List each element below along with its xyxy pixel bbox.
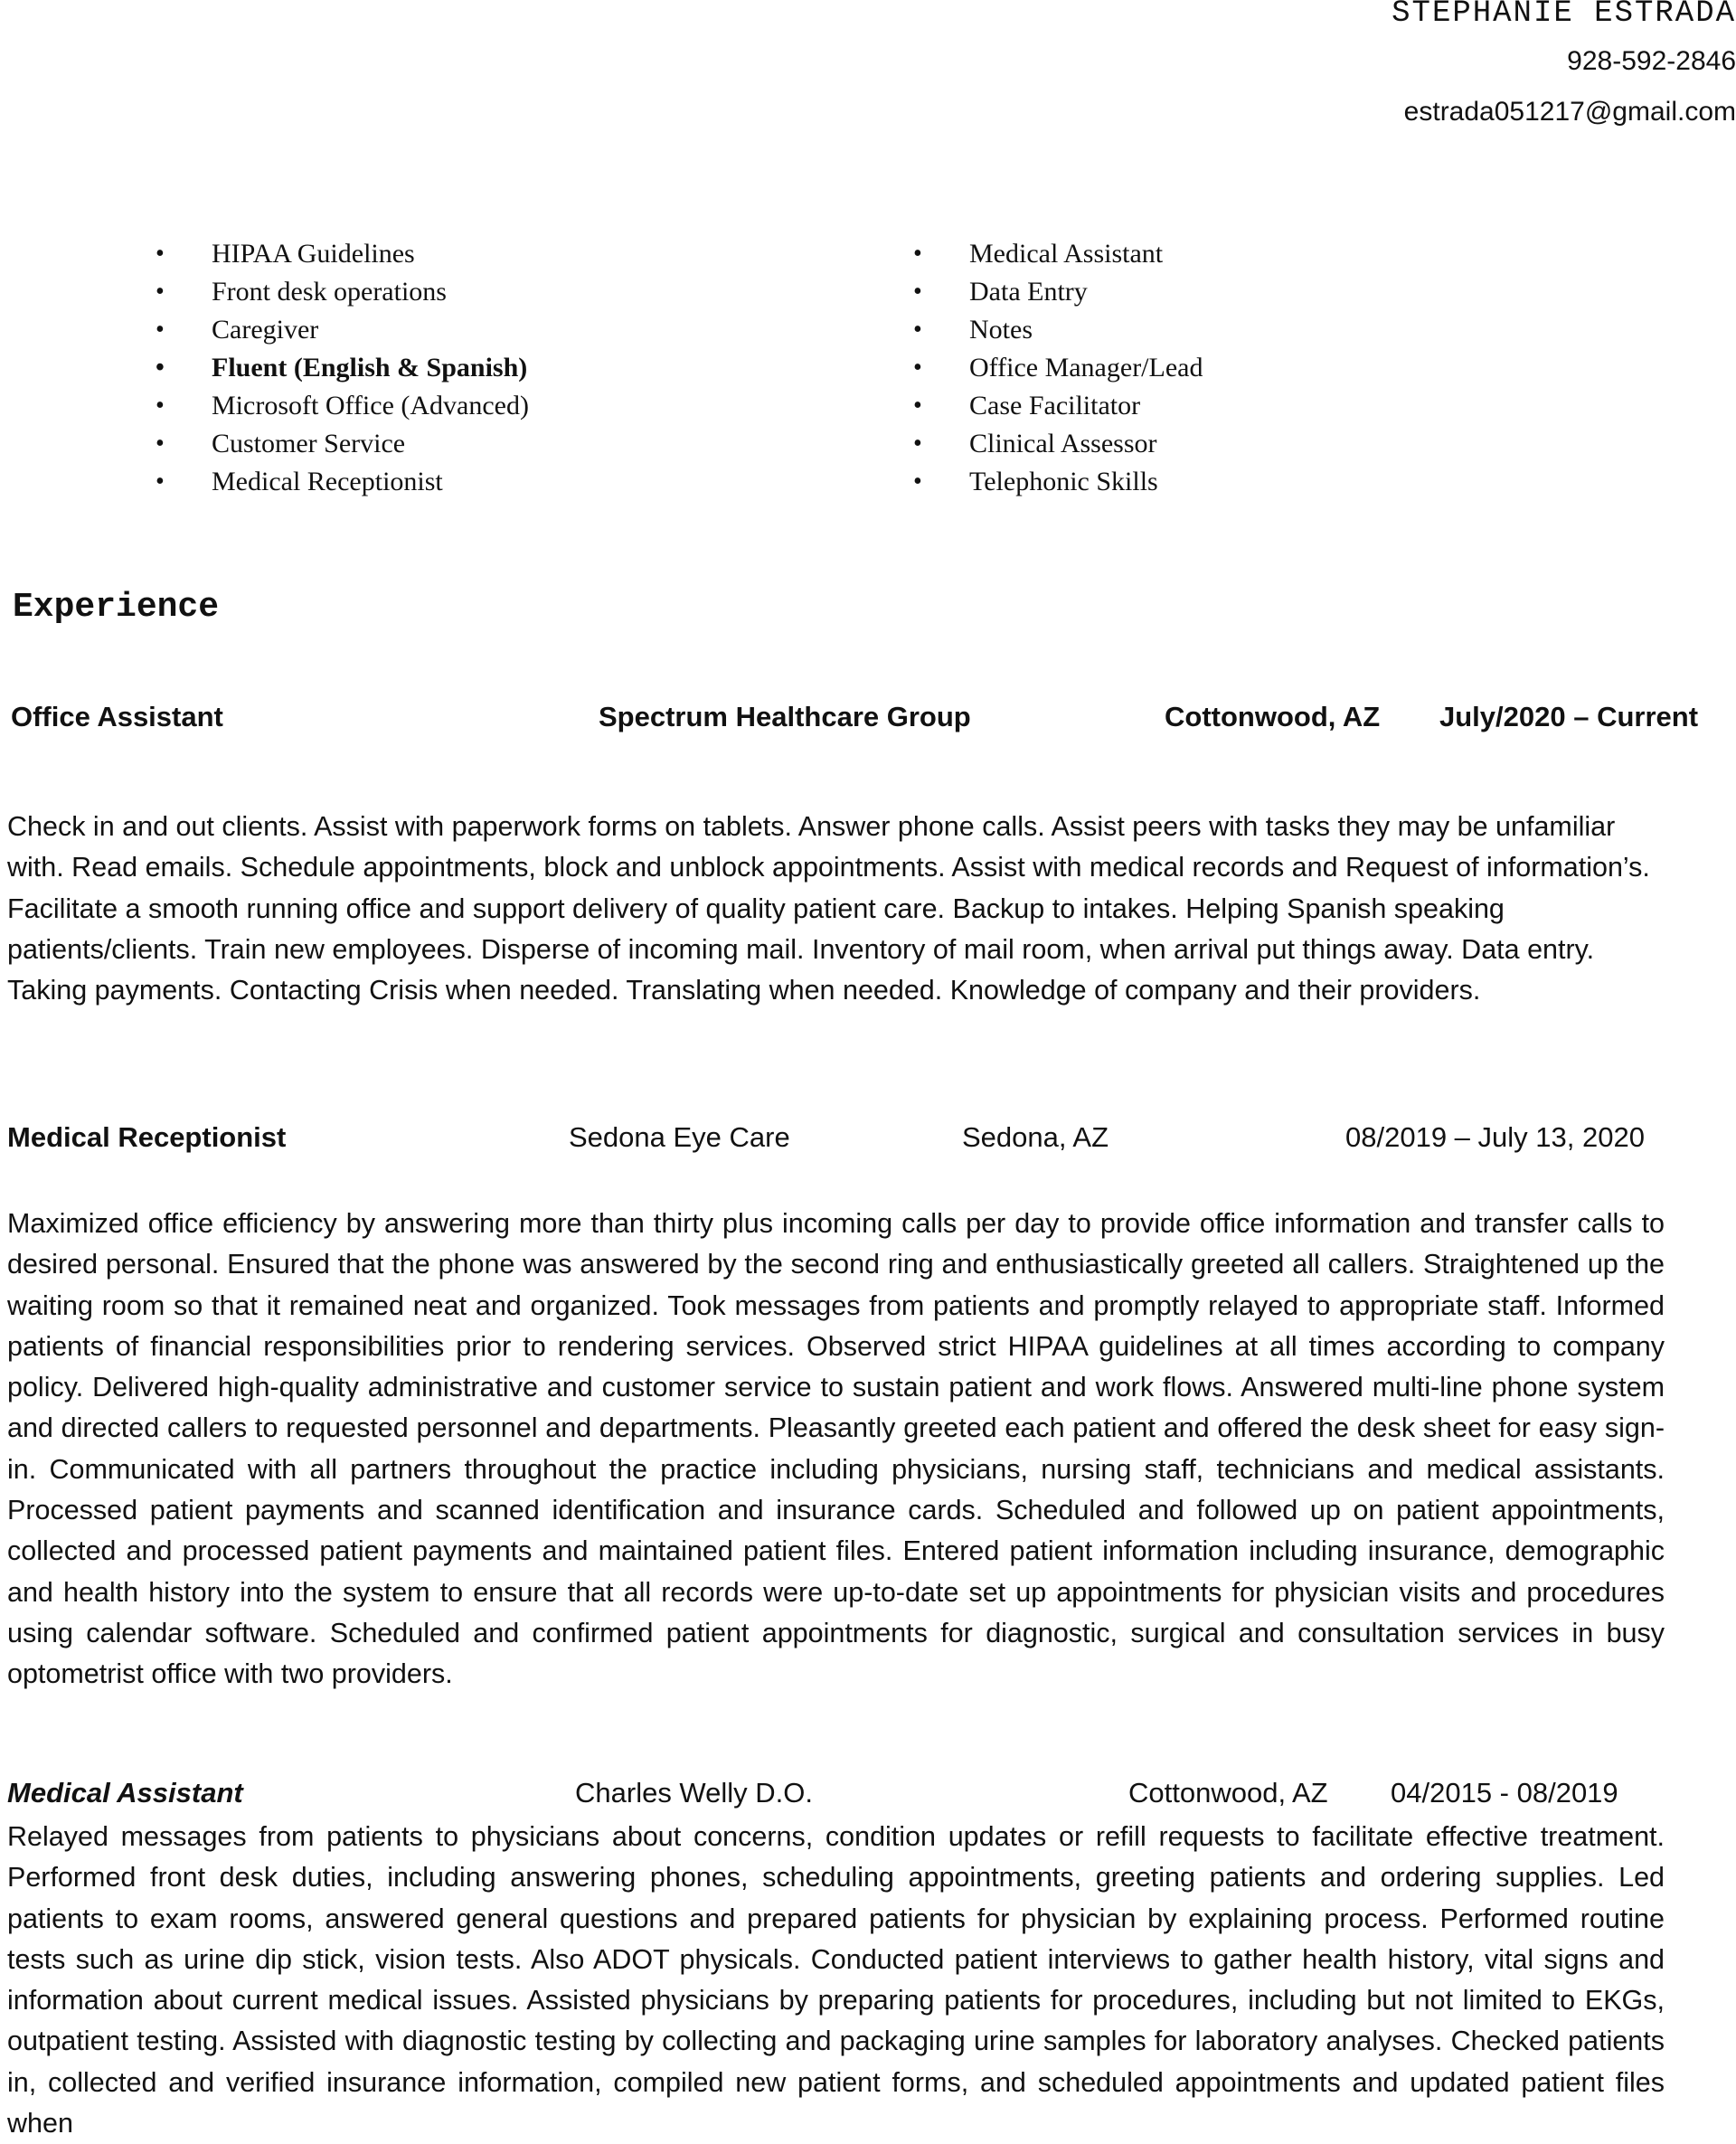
bullet-icon: • [913, 240, 922, 268]
bullet-icon: • [156, 316, 165, 344]
resume-header [832, 0, 1736, 126]
job-description: Check in and out clients. Assist with paperwork forms on tablets. Answer phone calls. Assist peers with tasks they may be unfamiliar with. Read emails. Schedule appointments, block and unblock appointments. Assist with medical records and Request of information’s. Facilitate a smooth running office and support delivery of quality patient care. Backup to intakes. Helping Spanish speaking patients/clients. Train new employees. Disperse of incoming mail. Inventory of mail room, when arrival put things away. Data entry. Taking payments. Contacting Crisis when needed. Translating when needed. Knowledge of company and their providers. [7, 811, 1650, 1006]
candidate-name: STEPHANIE ESTRADA [1392, 0, 1736, 31]
skill-item: • HIPAA Guidelines [212, 235, 529, 273]
experience-heading: Experience [13, 588, 220, 627]
job-dates: 04/2015 - 08/2019 [1391, 1777, 1618, 1809]
job-dates: July/2020 – Current [1439, 701, 1699, 732]
job-location: Sedona, AZ [962, 1121, 1109, 1153]
skill-item: • Fluent (English & Spanish) [212, 349, 529, 387]
bullet-icon: • [913, 468, 922, 496]
bullet-icon: • [913, 392, 922, 420]
bullet-icon: • [156, 278, 165, 306]
job-header [0, 701, 1736, 741]
skill-item: • Medical Assistant [969, 235, 1203, 273]
skill-item: • Medical Receptionist [212, 463, 529, 501]
bullet-icon: • [156, 240, 165, 268]
job-location: Cottonwood, AZ [1165, 701, 1381, 732]
bullet-icon: • [913, 278, 922, 306]
bullet-icon: • [913, 430, 922, 458]
bullet-icon: • [913, 354, 922, 382]
job-role: Office Assistant [11, 701, 223, 732]
skill-item: • Caregiver [212, 311, 529, 349]
phone-number: 928-592-2846 [1567, 46, 1736, 76]
skill-item: • Clinical Assessor [969, 425, 1203, 463]
job-location: Cottonwood, AZ [1128, 1777, 1328, 1809]
skills-list-right [913, 235, 1203, 501]
job-company: Spectrum Healthcare Group [599, 701, 971, 732]
job-role: Medical Receptionist [7, 1121, 287, 1153]
skill-item: • Notes [969, 311, 1203, 349]
skill-item: • Data Entry [969, 273, 1203, 311]
skills-list-left [156, 235, 529, 501]
skill-item: • Telephonic Skills [969, 463, 1203, 501]
job-dates: 08/2019 – July 13, 2020 [1345, 1121, 1645, 1153]
bullet-icon: • [156, 468, 165, 496]
job-role: Medical Assistant [7, 1777, 243, 1809]
job-header [0, 1121, 1736, 1161]
job-header [0, 1777, 1736, 1817]
bullet-icon: • [156, 392, 165, 420]
email-address: estrada051217@gmail.com [1403, 97, 1736, 127]
bullet-icon: • [156, 430, 165, 458]
skill-item: • Office Manager/Lead [969, 349, 1203, 387]
skill-item: • Customer Service [212, 425, 529, 463]
bullet-icon: • [913, 316, 922, 344]
skill-item: • Microsoft Office (Advanced) [212, 387, 529, 425]
skill-item: • Case Facilitator [969, 387, 1203, 425]
job-description: Relayed messages from patients to physicians about concerns, condition updates or refill requests to facilitate effective treatment. Performed front desk duties, including answering phones, scheduling appointments, greeting patients and ordering supplies. Led patients to exam rooms, answered general questions and prepared patients for physician by explaining process. Performed routine tests such as urine dip stick, vision tests. Also ADOT physicals. Conducted patient interviews to gather health history, vital signs and information about current medical issues. Assisted physicians by preparing patients for procedures, including but not limited to EKGs, outpatient testing. Assisted with diagnostic testing by collecting and packaging urine samples for laboratory analyses. Checked patients in, collected and verified insurance information, compiled new patient forms, and scheduled appointments and updated patient files when [7, 1821, 1665, 2139]
bullet-icon: • [156, 354, 165, 382]
job-company: Charles Welly D.O. [575, 1777, 813, 1809]
job-description: Maximized office efficiency by answering more than thirty plus incoming calls per day to provide office information and transfer calls to desired personal. Ensured that the phone was answered by the second ring and enthusiastically greeted all callers. Straightened up the waiting room so that it remained neat and organized. Took messages from patients and promptly relayed to appropriate staff. Informed patients of financial responsibilities prior to rendering services. Observed strict HIPAA guidelines at all times according to company policy. Delivered high-quality administrative and customer service to sustain patient and work flows. Answered multi-line phone system and directed callers to requested personnel and departments. Pleasantly greeted each patient and offered the desk sheet for easy sign-in. Communicated with all partners throughout the practice including physicians, nursing staff, technicians and medical assistants. Processed patient payments and scanned identification and insurance cards. Scheduled and followed up on patient appointments, collected and processed patient payments and maintained patient files. Entered patient information including insurance, demographic and health history into the system to ensure that all records were up-to-date set up appointments for physician visits and procedures using calendar software. Scheduled and confirmed patient appointments for diagnostic, surgical and consultation services in busy optometrist office with two providers. [7, 1208, 1665, 1690]
skill-item: • Front desk operations [212, 273, 529, 311]
job-company: Sedona Eye Care [569, 1121, 790, 1153]
